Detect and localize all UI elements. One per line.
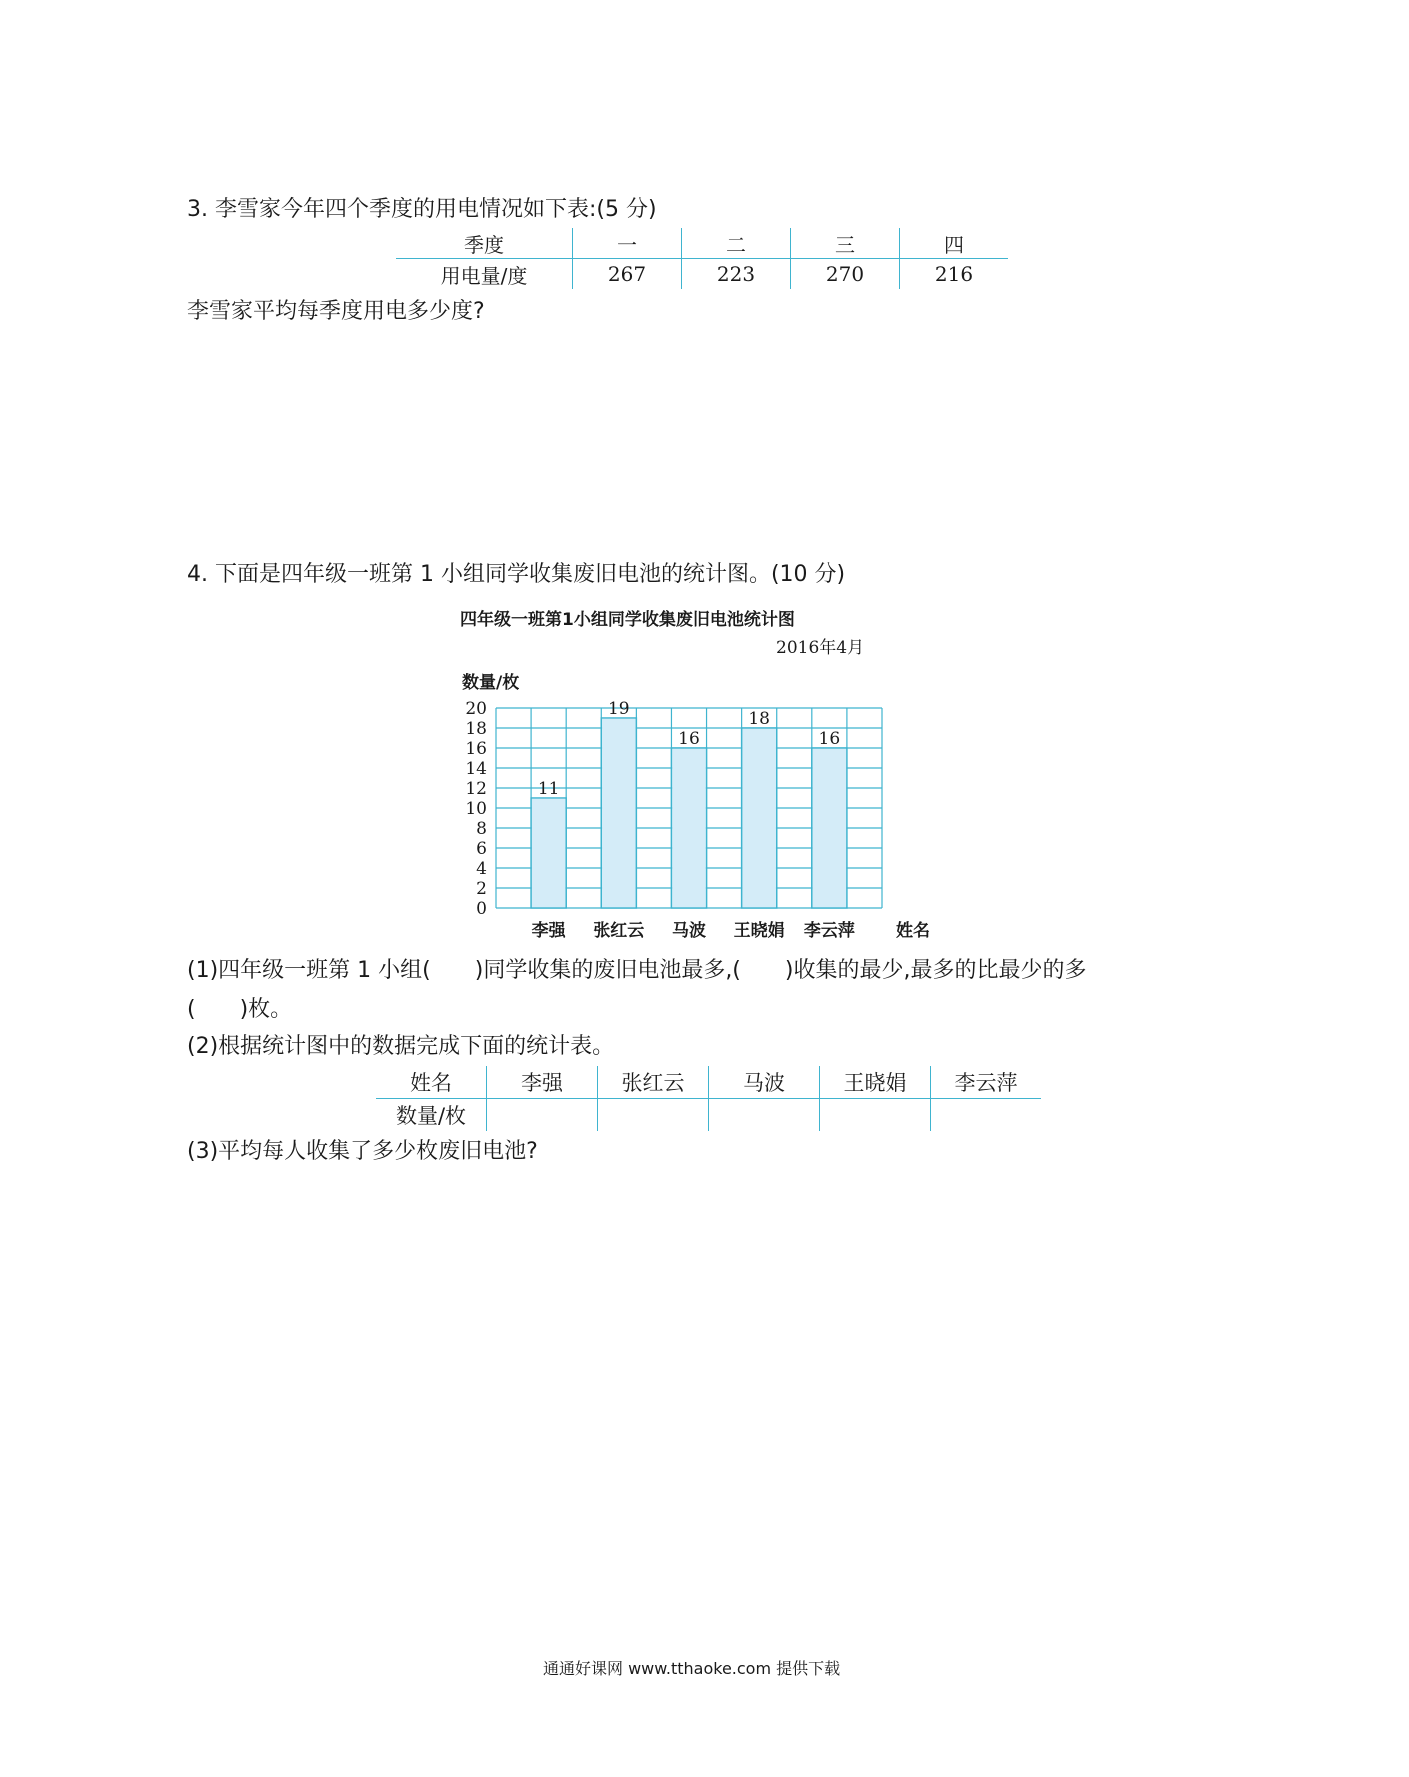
fill-table-answer-row (376, 1099, 1041, 1132)
chart-title: 四年级一班第1小组同学收集废旧电池统计图 (460, 610, 795, 630)
y-tick-label: 2 (476, 879, 487, 899)
value-cell: 223 (682, 259, 791, 290)
value-cell: 216 (900, 259, 1009, 290)
answer-cell[interactable] (487, 1099, 598, 1132)
value-cell: 267 (573, 259, 682, 290)
chart-y-label: 数量/枚 (462, 673, 520, 693)
q4-title: 4. 下面是四年级一班第 1 小组同学收集废旧电池的统计图。(10 分) (187, 562, 846, 587)
header-cell: 李强 (487, 1066, 598, 1099)
header-cell: 季度 (396, 228, 573, 259)
x-category-label: 李云萍 (803, 921, 855, 941)
header-cell: 二 (682, 228, 791, 259)
x-category-label: 马波 (672, 921, 706, 941)
electricity-table (396, 228, 1008, 289)
bar-value-label: 11 (537, 779, 560, 799)
x-category-label: 李强 (531, 921, 566, 941)
y-tick-label: 4 (476, 859, 487, 879)
electricity-table-header-row (396, 228, 1008, 259)
q3-title: 3. 李雪家今年四个季度的用电情况如下表:(5 分) (187, 197, 657, 222)
x-axis-label: 姓名 (896, 921, 930, 941)
bar-fill (672, 749, 705, 907)
bar-value-label: 19 (607, 699, 630, 719)
bar-fill (532, 799, 565, 907)
bar-value-label: 16 (818, 729, 841, 749)
bar-chart (0, 690, 1409, 950)
y-tick-label: 8 (476, 819, 487, 839)
row-label-cell: 用电量/度 (440, 263, 528, 288)
bar-fill (602, 719, 635, 907)
q4-sub1-line2: ( )枚。 (187, 997, 293, 1022)
row-label-cell: 数量/枚 (395, 1104, 467, 1128)
header-cell: 一 (573, 228, 682, 259)
fill-table-header-row (376, 1066, 1041, 1099)
q4-sub1-line1: (1)四年级一班第 1 小组( )同学收集的废旧电池最多,( )收集的最少,最多的比最少的多 (187, 958, 1087, 983)
electricity-table-data-row (396, 259, 1008, 290)
q3-question: 李雪家平均每季度用电多少度? (187, 299, 485, 324)
bar-fill (813, 749, 846, 907)
x-category-label: 张红云 (593, 921, 645, 941)
answer-cell[interactable] (709, 1099, 820, 1132)
y-tick-label: 16 (465, 739, 487, 759)
bar-fill (742, 729, 775, 907)
answer-cell[interactable] (931, 1099, 1042, 1132)
bar-value-label: 18 (748, 709, 771, 729)
header-cell: 三 (791, 228, 900, 259)
y-tick-label: 20 (465, 699, 487, 719)
footer-credit: 通通好课网 www.tthaoke.com 提供下载 (543, 1659, 841, 1678)
header-cell: 马波 (709, 1066, 820, 1099)
chart-subtitle: 2016年4月 (776, 638, 865, 658)
q4-sub3: (3)平均每人收集了多少枚废旧电池? (187, 1139, 538, 1164)
bar-value-label: 16 (678, 729, 700, 749)
y-tick-label: 18 (465, 719, 487, 739)
value-cell: 270 (791, 259, 900, 290)
header-cell: 姓名 (376, 1066, 487, 1099)
y-tick-label: 0 (476, 899, 487, 919)
header-cell: 王晓娟 (820, 1066, 931, 1099)
y-tick-label: 14 (465, 759, 487, 779)
answer-cell[interactable] (598, 1099, 709, 1132)
q4-sub2: (2)根据统计图中的数据完成下面的统计表。 (187, 1034, 615, 1059)
x-category-label: 王晓娟 (733, 921, 785, 941)
y-tick-label: 10 (465, 799, 487, 819)
answer-cell[interactable] (820, 1099, 931, 1132)
y-tick-label: 12 (465, 779, 487, 799)
header-cell: 四 (900, 228, 1009, 259)
header-cell: 李云萍 (931, 1066, 1042, 1099)
y-tick-label: 6 (476, 839, 487, 859)
battery-fill-table (376, 1066, 1041, 1131)
header-cell: 张红云 (598, 1066, 709, 1099)
